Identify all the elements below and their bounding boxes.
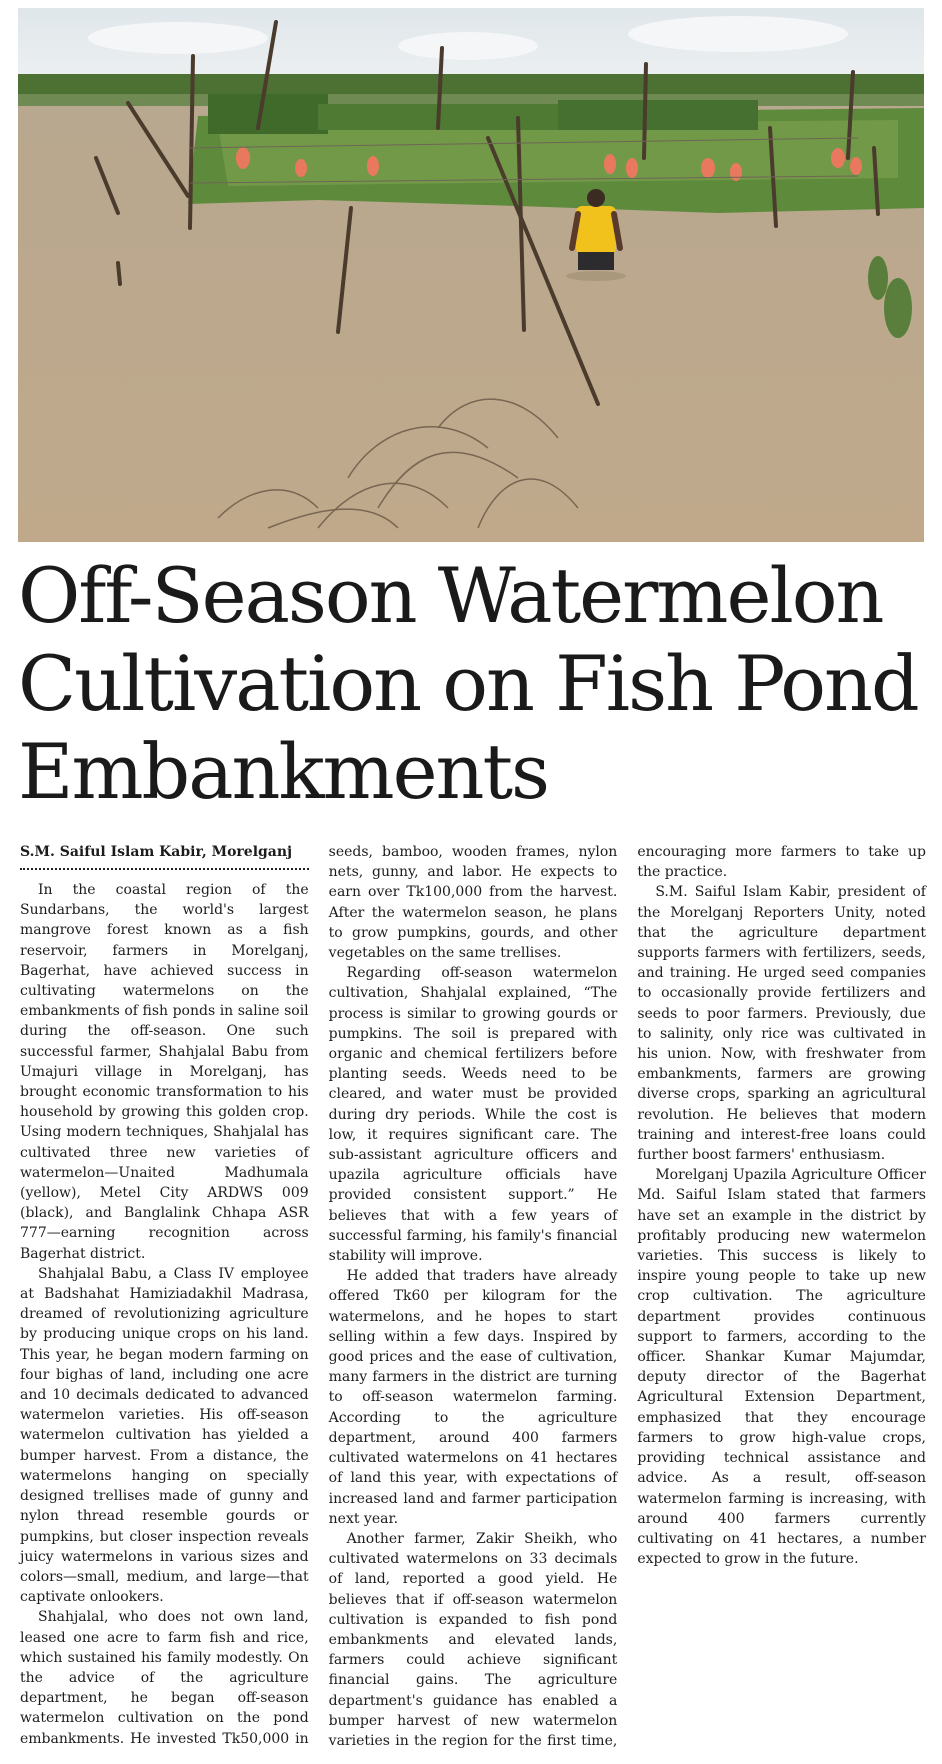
byline: S.M. Saiful Islam Kabir, Morelganj bbox=[20, 842, 309, 870]
paragraph: Regarding off-season watermelon cultivation, Shahjalal explained, “The process is similar to growing gourds or pumpkins. The soil is prepared with organic and chemical fertilizers before planting seeds. Weeds need to be cleared, and water must be provided during dry periods. While the cost is low, it requires significant care. The sub-assistant agriculture officers and upazila agriculture officials have provided consistent support.” He believes that with a few years of successful farming, his family's financial stability will improve. bbox=[328, 965, 618, 1265]
article-photo bbox=[18, 8, 924, 542]
paragraph: Morelganj Upazila Agriculture Officer Md. Saiful Islam stated that farmers have set an example in the district by profitably producing new watermelon varieties. This success is likely to inspire young people to take up new crop cultivation. The agriculture department provides continuous support to farmers, according to the officer. Shankar Kumar Majumdar, deputy director of the Bagerhat Agricultural Extension Department, emphasized that they encourage farmers to grow high-value crops, providing technical assistance and advice. As a result, off-season watermelon farming is increasing, with around 400 farmers currently cultivating on 41 hectares, a number expected to grow in the future. bbox=[637, 1167, 926, 1568]
paragraph: Shahjalal, who does not own land, leased one acre to farm fish and rice, which sustained his family modestly. On the advice of the agriculture department, he began off-season watermelon cultivation on the pond embankments. He invested Tk50,000 in seeds, bamboo, wooden frames, nylon nets, gunny, and labor. He expects to earn over Tk100,000 from the harvest. After the watermelon season, he plans to grow pumpkins, gourds, and other vegetables on the same trellises. bbox=[20, 844, 618, 1747]
headline-line-3: Embankments bbox=[18, 727, 549, 816]
article-body bbox=[20, 842, 926, 1754]
paragraph: Shahjalal Babu, a Class IV employee at Badshahat Hamiziadakhil Madrasa, dreamed of revolutionizing agriculture by producing unique crops on his land. This year, he began modern farming on four bighas of land, including one acre and 10 decimals dedicated to advanced watermelon varieties. His off-season watermelon cultivation has yielded a bumper harvest. From a distance, the watermelons hanging on specially designed trellises made of gunny and nylon thread resemble gourds or pumpkins, but closer inspection reveals juicy watermelons in various sizes and colors—small, medium, and large—that captivate onlookers. bbox=[20, 1265, 309, 1606]
headline-line-2: Cultivation on Fish Pond bbox=[18, 639, 918, 728]
headline bbox=[18, 552, 928, 816]
paragraph: Another farmer, Zakir Sheikh, who cultivated watermelons on 33 decimals of land, reported a good yield. He believes that if off-season watermelon cultivation is expanded to fish pond embankments and elevated lands, farmers could achieve significant financial gains. The agriculture department's guidance has enabled a bumper harvest of new watermelon varieties in the region for the first time, encouraging more farmers to take up the practice. bbox=[328, 844, 926, 1749]
headline-line-1: Off-Season Watermelon bbox=[18, 551, 883, 640]
paragraph: In the coastal region of the Sundarbans, the world's largest mangrove forest known as a fish reservoir, farmers in Morelganj, Bagerhat, have achieved success in cultivating watermelons on the embankments of fish ponds in saline soil during the off-season. One such successful farmer, Shahjalal Babu from Umajuri village in Morelganj, has brought economic transformation to his household by growing this golden crop. Using modern techniques, Shahjalal has cultivated three new varieties of watermelon—Unaited Madhumala (yellow), Metel City ARDWS 009 (black), and Banglalink Chhapa ASR 777—earning recognition across Bagerhat district. bbox=[20, 882, 309, 1262]
paragraph: He added that traders have already offered Tk60 per kilogram for the watermelons, and he hopes to start selling within a few days. Inspired by good prices and the ease of cultivation, many farmers in the district are turning to off-season watermelon farming. According to the agriculture department, around 400 farmers cultivated watermelons on 41 hectares of land this year, with expectations of increased land and farmer participation next year. bbox=[328, 1268, 618, 1527]
paragraph: S.M. Saiful Islam Kabir, president of the Morelganj Reporters Unity, noted that the agriculture department supports farmers with fertilizers, seeds, and training. He urged seed companies to occasionally provide fertilizers and seeds to poor farmers. Previously, due to salinity, only rice was cultivated in his union. Now, with freshwater from embankments, farmers are growing diverse crops, sparking an agricultural revolution. He believes that modern training and interest-free loans could further boost farmers' enthusiasm. bbox=[637, 884, 926, 1164]
